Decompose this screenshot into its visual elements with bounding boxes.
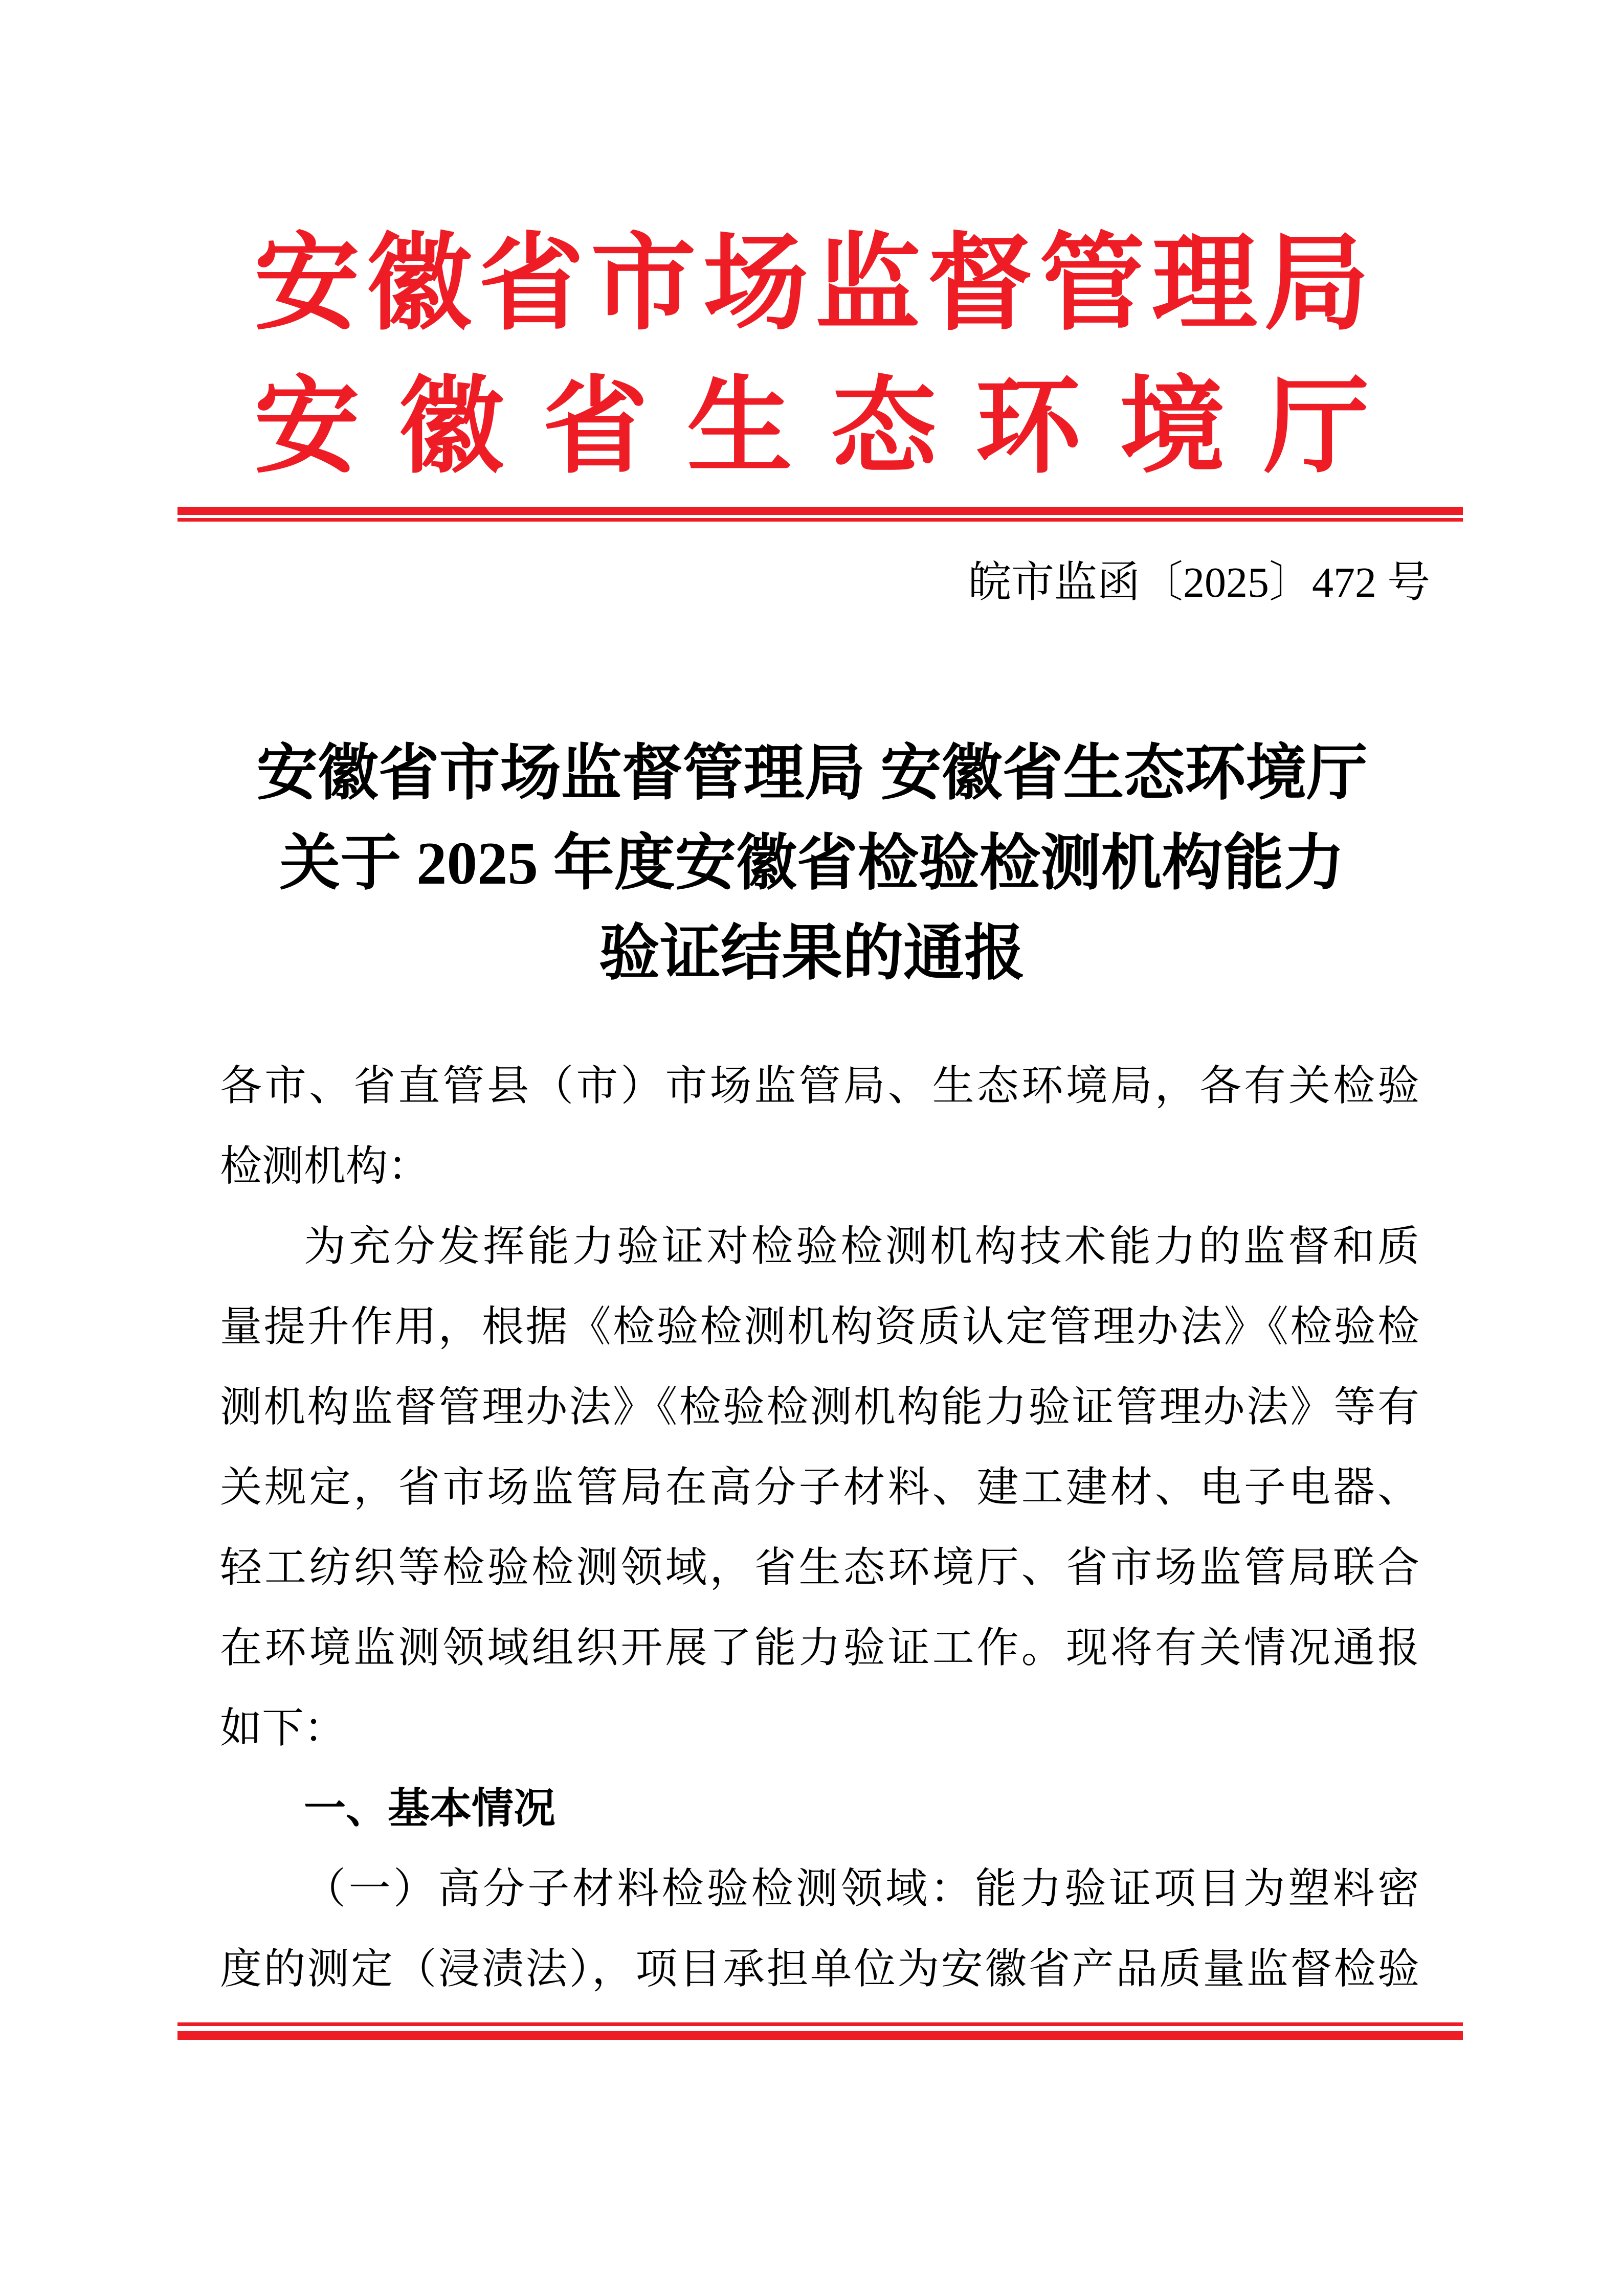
letterhead-char: 态 <box>831 369 937 486</box>
letterhead-char: 管 <box>1039 226 1145 343</box>
letterhead-char: 省 <box>542 369 648 486</box>
body-line: 如下： <box>220 1705 346 1751</box>
title-line-2: 关于 2025 年度安徽省检验检测机构能力 <box>279 829 1345 897</box>
letterhead-char: 厅 <box>1263 369 1369 486</box>
body-line: 各市、省直管县（市）市场监管局、生态环境局，各有关检验 <box>220 1063 1419 1109</box>
letterhead-char: 市 <box>590 226 696 343</box>
body-line: 为充分发挥能力验证对检验检测机构技术能力的监督和质 <box>304 1223 1419 1270</box>
footer-rule-thin <box>177 2022 1463 2026</box>
letterhead-char: 督 <box>927 226 1033 343</box>
letterhead-char: 境 <box>1119 369 1225 486</box>
body-line: 关规定，省市场监管局在高分子材料、建工建材、电子电器、 <box>220 1464 1419 1511</box>
letterhead-char: 场 <box>703 226 809 343</box>
body-line: 检测机构： <box>220 1143 430 1189</box>
document-body <box>220 1046 1419 2009</box>
body-line: （一）高分子材料检验检测领域：能力验证项目为塑料密 <box>304 1865 1419 1912</box>
letterhead-char: 徽 <box>398 369 504 486</box>
letterhead-char: 省 <box>478 226 584 343</box>
title-line-1: 安徽省市场监督管理局 安徽省生态环境厅 <box>256 739 1368 807</box>
doc-reference-number: 皖市监函〔2025〕472 号 <box>968 559 1430 606</box>
letterhead-char: 安 <box>254 226 360 343</box>
body-line: 度的测定（浸渍法），项目承担单位为安徽省产品质量监督检验 <box>220 1946 1419 1992</box>
footer-rule-thick <box>177 2031 1463 2040</box>
letterhead-char: 安 <box>254 369 360 486</box>
section-heading: 一、基本情况 <box>304 1785 556 1832</box>
letterhead-char: 局 <box>1263 226 1369 343</box>
body-line: 量提升作用，根据《检验检测机构资质认定管理办法》《检验检 <box>220 1303 1419 1350</box>
title-line-3: 验证结果的通报 <box>599 919 1025 987</box>
letterhead-org-name-2 <box>254 369 1369 486</box>
header-rule-thick <box>177 507 1463 515</box>
letterhead-char: 徽 <box>366 226 472 343</box>
letterhead-char: 监 <box>815 226 921 343</box>
body-line: 在环境监测领域组织开展了能力验证工作。现将有关情况通报 <box>220 1625 1419 1671</box>
letterhead-char: 生 <box>686 369 792 486</box>
body-line: 轻工纺织等检验检测领域，省生态环境厅、省市场监管局联合 <box>220 1544 1419 1591</box>
letterhead-char: 环 <box>975 369 1081 486</box>
document-title <box>0 728 1624 998</box>
letterhead-org-name-1 <box>254 226 1369 343</box>
body-line: 测机构监督管理办法》《检验检测机构能力验证管理办法》等有 <box>220 1384 1419 1430</box>
letterhead-char: 理 <box>1151 226 1257 343</box>
header-rule-thin <box>177 518 1463 522</box>
